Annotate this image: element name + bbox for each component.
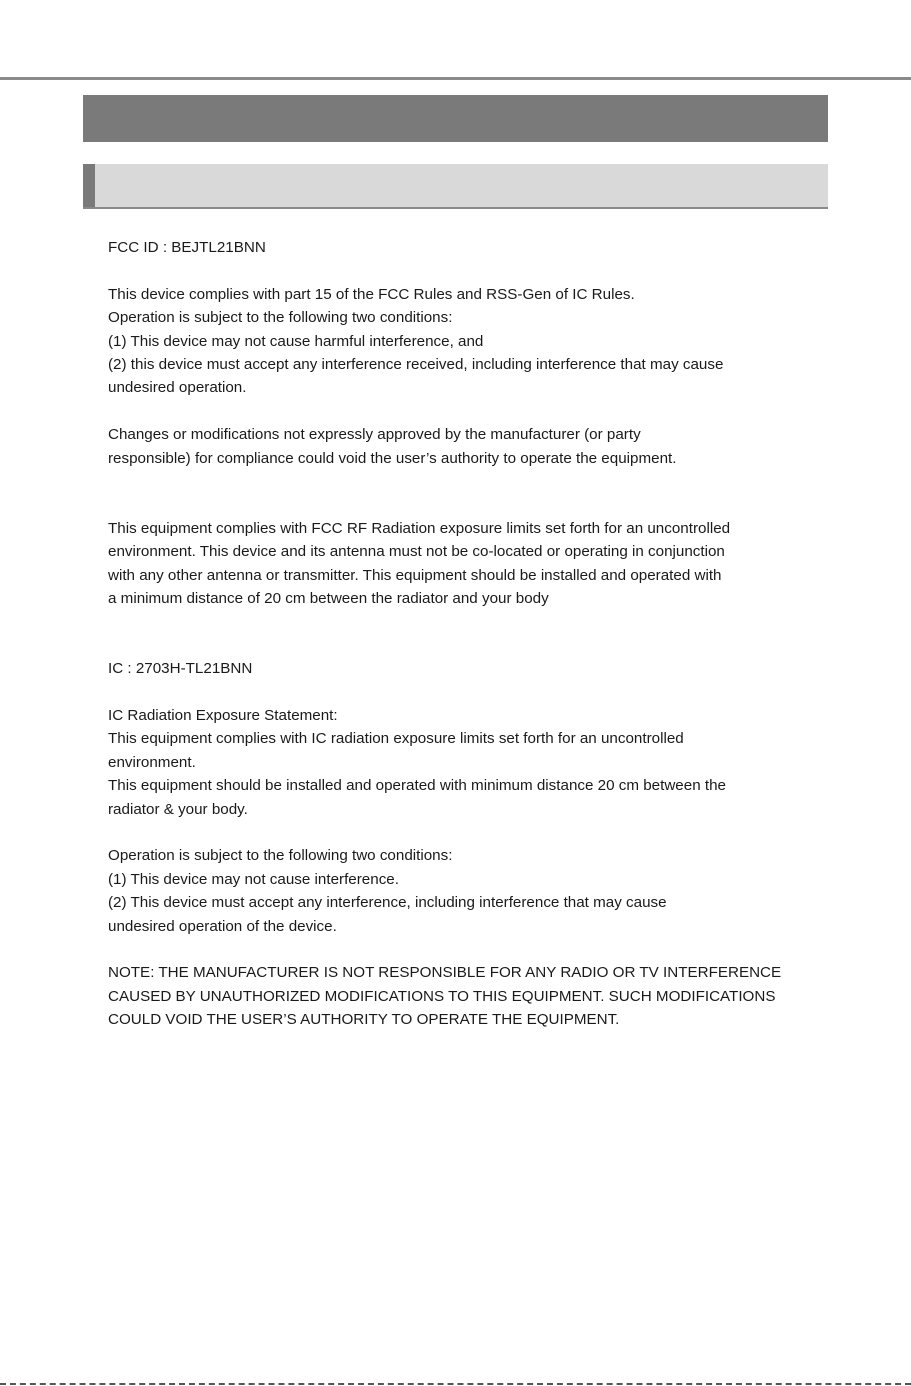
ic-conditions-line: (1) This device may not cause interference. <box>108 870 399 888</box>
top-divider <box>0 77 911 80</box>
note-line: CAUSED BY UNAUTHORIZED MODIFICATIONS TO THIS EQUIPMENT. SUCH MODIFICATIONS <box>108 987 776 1005</box>
note-paragraph <box>108 961 808 1031</box>
page-bottom-edge <box>0 1383 911 1385</box>
compliance-line: (2) this device must accept any interference received, including interference that may cause <box>108 356 724 374</box>
compliance-line: (1) This device may not cause harmful interference, and <box>108 332 484 350</box>
note-line: NOTE: THE MANUFACTURER IS NOT RESPONSIBLE FOR ANY RADIO OR TV INTERFERENCE <box>108 964 782 982</box>
changes-line: Changes or modifications not expressly approved by the manufacturer (or party <box>108 426 641 444</box>
rf-exposure-line: This equipment complies with FCC RF Radiation exposure limits set forth for an uncontrolled <box>108 519 731 537</box>
ic-statement-line: This equipment complies with IC radiation exposure limits set forth for an uncontrolled <box>108 730 684 748</box>
rf-exposure-paragraph <box>108 517 808 611</box>
rf-exposure-line: a minimum distance of 20 cm between the radiator and your body <box>108 590 549 608</box>
ic-id: IC : 2703H-TL21BNN <box>108 660 253 678</box>
ic-statement-line: environment. <box>108 753 196 771</box>
compliance-line: This device complies with part 15 of the FCC Rules and RSS-Gen of IC Rules. <box>108 285 635 303</box>
compliance-paragraph <box>108 283 808 400</box>
fcc-id: FCC ID : BEJTL21BNN <box>108 239 266 256</box>
ic-statement-line: This equipment should be installed and operated with minimum distance 20 cm between the <box>108 777 726 795</box>
ic-statement-line: IC Radiation Exposure Statement: <box>108 707 338 725</box>
rf-exposure-line: environment. This device and its antenna must not be co-located or operating in conjunction <box>108 543 725 561</box>
ic-statement-paragraph <box>108 704 808 821</box>
ic-conditions-paragraph <box>108 844 808 938</box>
note-line: COULD VOID THE USER’S AUTHORITY TO OPERATE THE EQUIPMENT. <box>108 1011 620 1029</box>
ic-statement-line: radiator & your body. <box>108 800 248 818</box>
ic-conditions-line: (2) This device must accept any interference, including interference that may cause <box>108 894 667 912</box>
ic-conditions-line: Operation is subject to the following two conditions: <box>108 847 453 865</box>
section-title-bar <box>83 95 828 142</box>
changes-paragraph <box>108 423 808 470</box>
subsection-accent-mark <box>83 164 95 207</box>
compliance-line: undesired operation. <box>108 379 247 397</box>
rf-exposure-line: with any other antenna or transmitter. This equipment should be installed and operated with <box>108 566 722 584</box>
regulatory-text <box>108 236 808 1032</box>
ic-conditions-line: undesired operation of the device. <box>108 917 337 935</box>
compliance-line: Operation is subject to the following two conditions: <box>108 309 453 327</box>
changes-line: responsible) for compliance could void the user’s authority to operate the equipment. <box>108 449 677 467</box>
subsection-title-bar <box>83 164 828 209</box>
